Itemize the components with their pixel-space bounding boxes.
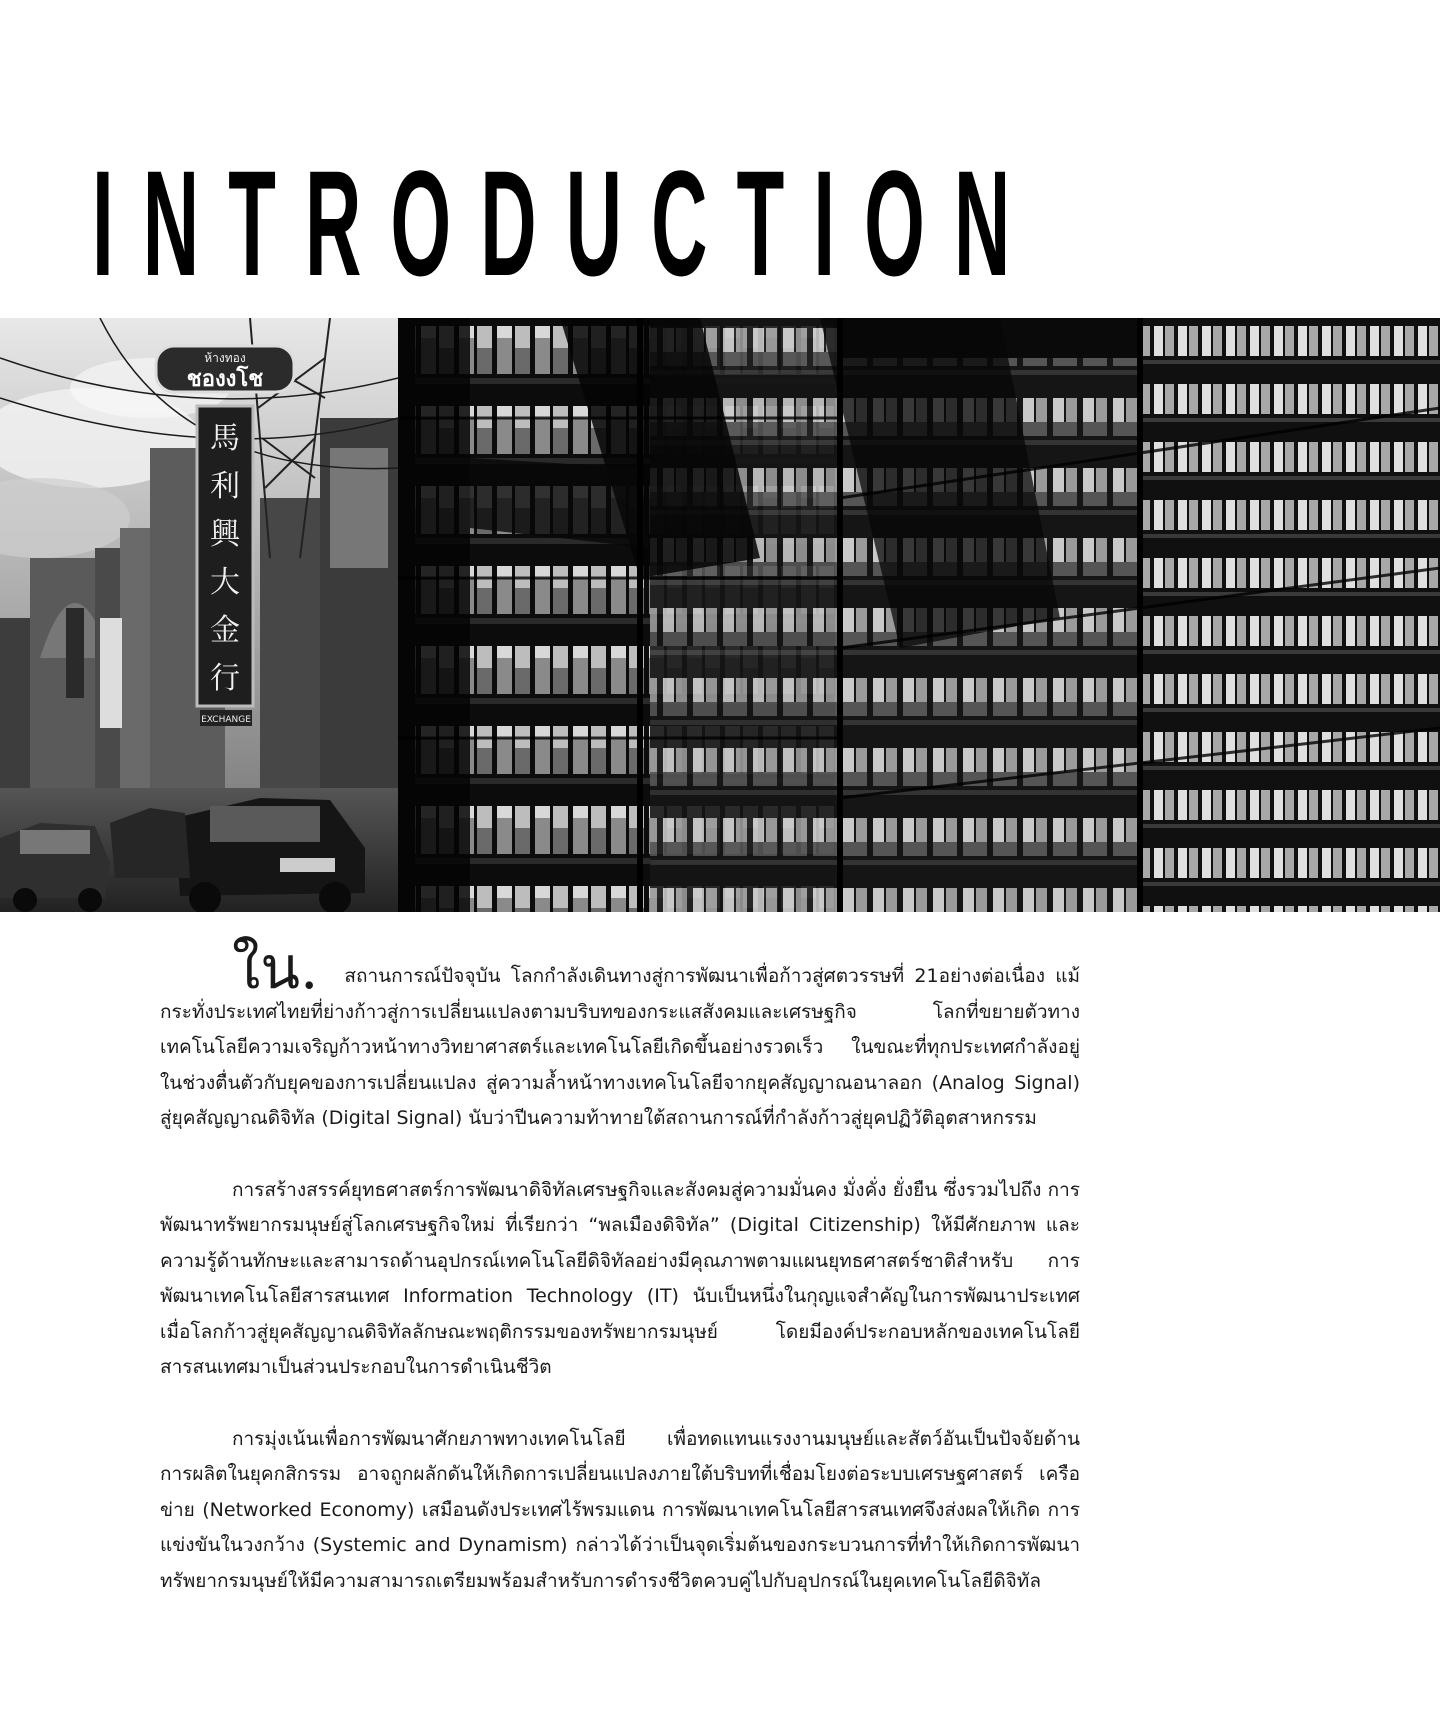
sign-char: 大 [210, 565, 240, 600]
sign-char: 金 [210, 613, 240, 648]
header-photo-banner [0, 318, 1440, 912]
paragraph-1-text: สถานการณ์ปัจจุบัน โลกกำลังเดินทางสู่การพัฒนาเพื่อก้าวสู่ศตวรรษที่ 21อย่างต่อเนื่อง แม้กระทั่งประเทศไทยที่ย่างก้าวสู่การเปลี่ยนแปลงตามบริบทของกระแสสังคมและเศรษฐกิจ โลกที่ขยายตัวทาง เทคโนโลยีความเจริญก้าวหน้าทางวิทยาศาสตร์และเทคโนโลยีเกิดขึ้นอย่างรวดเร็ว ในขณะที่ทุกประเทศกำลังอยู่ ในช่วงตื่นตัวกับยุคของการเปลี่ยนแปลง สู่ความล้ำหน้าทางเทคโนโลยีจากยุคสัญญาณอนาลอก (Analog Signal) สู่ยุคสัญญาณดิจิทัล (Digital Signal) นับว่าปีนความท้าทายใต้สถานการณ์ที่กำลังก้าวสู่ยุคปฏิวัติอุตสาหกรรม [160, 965, 1080, 1129]
paragraph-2: การสร้างสรรค์ยุทธศาสตร์การพัฒนาดิจิทัลเศรษฐกิจและสังคมสู่ความมั่นคง มั่งคั่ง ยั่งยืน ซึ่งรวมไปถึง การพัฒนาทรัพยากรมนุษย์สู่โลกเศรษฐกิจใหม่ ที่เรียกว่า “พลเมืองดิจิทัล” (Digital Citizenship) ให้มีศักยภาพ และความรู้ด้านทักษะและสามารถด้านอุปกรณ์เทคโนโลยีดิจิทัลอย่างมีคุณภาพตามแผนยุทธศาสตร์ชาติสำหรับ การพัฒนาเทคโนโลยีสารสนเทศ Information Technology (IT) นับเป็นหนึ่งในกุญแจสำคัญในการพัฒนาประเทศ เมื่อโลกก้าวสู่ยุคสัญญาณดิจิทัลลักษณะพฤติกรรมของทรัพยากรมนุษย์ โดยมีองค์ประกอบหลักของเทคโนโลยี สารสนเทศมาเป็นส่วนประกอบในการดำเนินชีวิต [160, 1178, 1080, 1378]
office-tower-photo [398, 318, 1440, 912]
sign-brand-text: ชองงโช [186, 367, 264, 392]
article-body [160, 934, 1080, 1635]
drop-cap: ใน. [232, 934, 319, 1002]
street-photo [0, 318, 398, 912]
paragraph-3: การมุ่งเน้นเพื่อการพัฒนาศักยภาพทางเทคโนโลยี เพื่อทดแทนแรงงานมนุษย์และสัตว์อันเป็นปัจจัยด้าน การผลิตในยุคกสิกรรม อาจถูกผลักดันให้เกิดการเปลี่ยนแปลงภายใต้บริบทที่เชื่อมโยงต่อระบบเศรษฐศาสตร์ เครือข่าย (Networked Economy) เสมือนดังประเทศไร้พรมแดน การพัฒนาเทคโนโลยีสารสนเทศจึงส่งผลให้เกิด การแข่งขันในวงกว้าง (Systemic and Dynamism) กล่าวได้ว่าเป็นจุดเริ่มต้นของกระบวนการที่ทำให้เกิดการพัฒนา ทรัพยากรมนุษย์ให้มีความสามารถเตรียมพร้อมสำหรับการดำรงชีวิตควบคู่ไปกับอุปกรณ์ในยุคเทคโนโลยีดิจิทัล [160, 1427, 1080, 1592]
paragraph-1 [160, 934, 1080, 1137]
sign-char: 利 [210, 469, 240, 504]
sign-char: 馬 [210, 421, 240, 456]
page-title: INTRODUCTION [92, 139, 1040, 307]
sign-char: 行 [210, 661, 240, 696]
sign-exchange-text: EXCHANGE [201, 715, 251, 725]
sign-char: 興 [210, 517, 240, 552]
sign-top-text: ห้างทอง [204, 351, 246, 365]
